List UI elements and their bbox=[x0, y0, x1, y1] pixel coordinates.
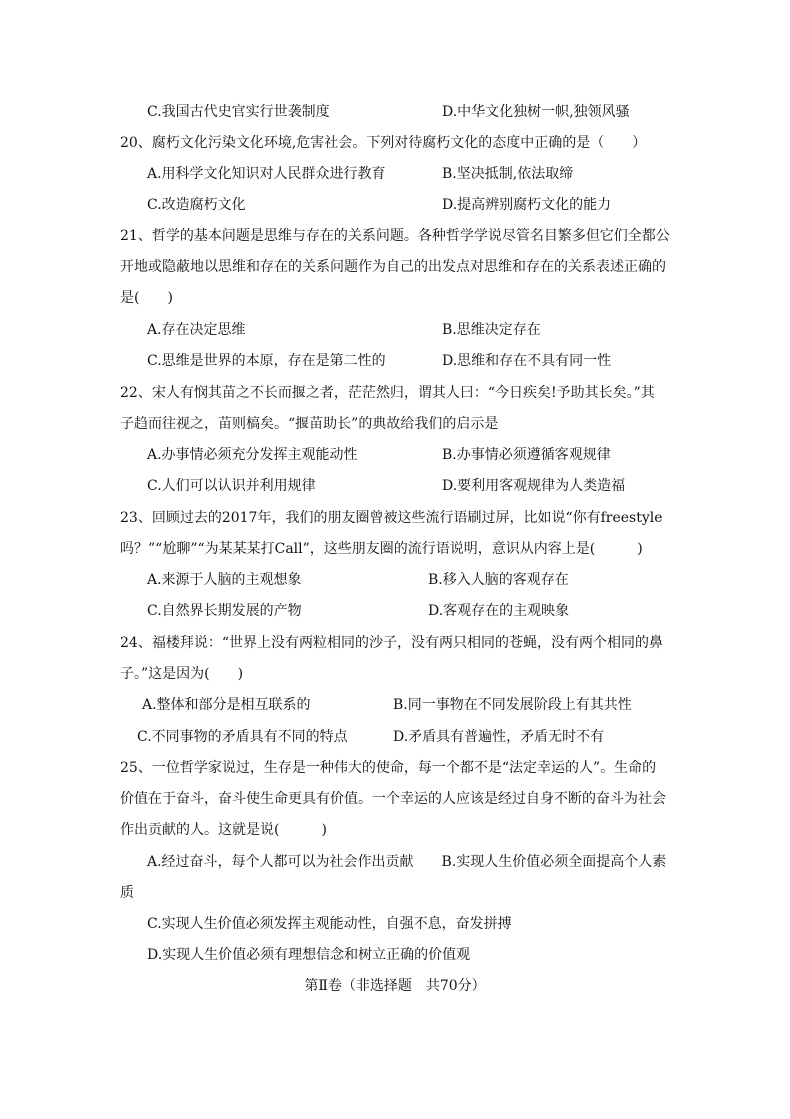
q23-option-c: C.自然界长期发展的产物 bbox=[147, 603, 302, 619]
q24-option-b: B.同一事物在不同发展阶段上有其共性 bbox=[393, 697, 632, 713]
q25-option-c: C.实现人生价值必须发挥主观能动性，自强不息，奋发拼搏 bbox=[147, 916, 512, 932]
q25-option-b-continued: 质 bbox=[120, 885, 134, 901]
q23-option-a: A.来源于人脑的主观想象 bbox=[147, 572, 302, 588]
q22-option-c: C.人们可以认识并利用规律 bbox=[147, 478, 316, 494]
q24-stem-line-2: 子。”这是因为( ) bbox=[120, 666, 244, 682]
q23-option-b: B.移入人脑的客观存在 bbox=[428, 572, 569, 588]
q22-stem-line-2: 子趋而往视之，苗则槁矣。“揠苗助长”的典故给我们的启示是 bbox=[120, 416, 499, 432]
q21-stem-line-2: 开地或隐蔽地以思维和存在的关系问题作为自己的出发点对思维和存在的关系表述正确的 bbox=[120, 259, 666, 275]
q23-stem-line-2: 吗？”“尬聊”“为某某某打Call”，这些朋友圈的流行语说明，意识从内容上是( ) bbox=[120, 541, 643, 557]
q22-option-a: A.办事情必须充分发挥主观能动性 bbox=[147, 447, 358, 463]
q25-stem-line-3: 作出贡献的人。这就是说( ) bbox=[120, 822, 327, 838]
q20-option-c: C.改造腐朽文化 bbox=[147, 197, 246, 213]
q22-option-b: B.办事情必须遵循客观规律 bbox=[442, 447, 611, 463]
q20-option-a: A.用科学文化知识对人民群众进行教育 bbox=[147, 166, 386, 182]
q24-option-a: A.整体和部分是相互联系的 bbox=[142, 697, 311, 713]
q23-option-d: D.客观存在的主观映象 bbox=[428, 603, 570, 619]
q24-option-c: C.不同事物的矛盾具有不同的特点 bbox=[137, 729, 348, 745]
q20-stem: 20、腐朽文化污染文化环境,危害社会。下列对待腐朽文化的态度中正确的是（ ） bbox=[120, 135, 647, 151]
q21-option-c: C.思维是世界的本原，存在是第二性的 bbox=[147, 353, 386, 369]
q23-stem-line-1: 23、回顾过去的2017年，我们的朋友圈曾被这些流行语刷过屏，比如说“你有freestyle bbox=[120, 510, 663, 526]
q22-option-d: D.要利用客观规律为人类造福 bbox=[442, 478, 626, 494]
q25-stem-line-1: 25、一位哲学家说过，生存是一种伟大的使命，每一个都不是“法定幸运的人”。生命的 bbox=[120, 760, 657, 776]
q21-option-b: B.思维决定存在 bbox=[442, 322, 541, 338]
q25-stem-line-2: 价值在于奋斗，奋斗使生命更具有价值。一个幸运的人应该是经过自身不断的奋斗为社会 bbox=[120, 791, 666, 807]
q25-option-d: D.实现人生价值必须有理想信念和树立正确的价值观 bbox=[147, 947, 471, 963]
q25-option-a-b: A.经过奋斗，每个人都可以为社会作出贡献 B.实现人生价值必须全面提高个人素 bbox=[147, 854, 667, 870]
q19-option-c: C.我国古代史官实行世袭制度 bbox=[147, 104, 330, 120]
q24-option-d: D.矛盾具有普遍性，矛盾无时不有 bbox=[393, 729, 605, 745]
q22-stem-line-1: 22、宋人有悯其苗之不长而揠之者，茫茫然归，谓其人曰：“今日疾矣!予助其长矣。”其 bbox=[120, 385, 655, 401]
q21-option-a: A.存在决定思维 bbox=[147, 322, 246, 338]
q21-stem-line-3: 是( ) bbox=[120, 290, 173, 306]
section-title: 第Ⅱ卷（非选择题 共70分） bbox=[304, 978, 486, 994]
q19-option-d: D.中华文化独树一帜,独领风骚 bbox=[442, 104, 630, 120]
q24-stem-line-1: 24、福楼拜说：“世界上没有两粒相同的沙子，没有两只相同的苍蝇，没有两个相同的鼻 bbox=[120, 635, 663, 651]
q21-option-d: D.思维和存在不具有同一性 bbox=[442, 353, 612, 369]
q20-option-b: B.坚决抵制,依法取缔 bbox=[442, 166, 574, 182]
q21-stem-line-1: 21、哲学的基本问题是思维与存在的关系问题。各种哲学学说尽管名目繁多但它们全都公 bbox=[120, 228, 670, 244]
q20-option-d: D.提高辨别腐朽文化的能力 bbox=[442, 197, 612, 213]
